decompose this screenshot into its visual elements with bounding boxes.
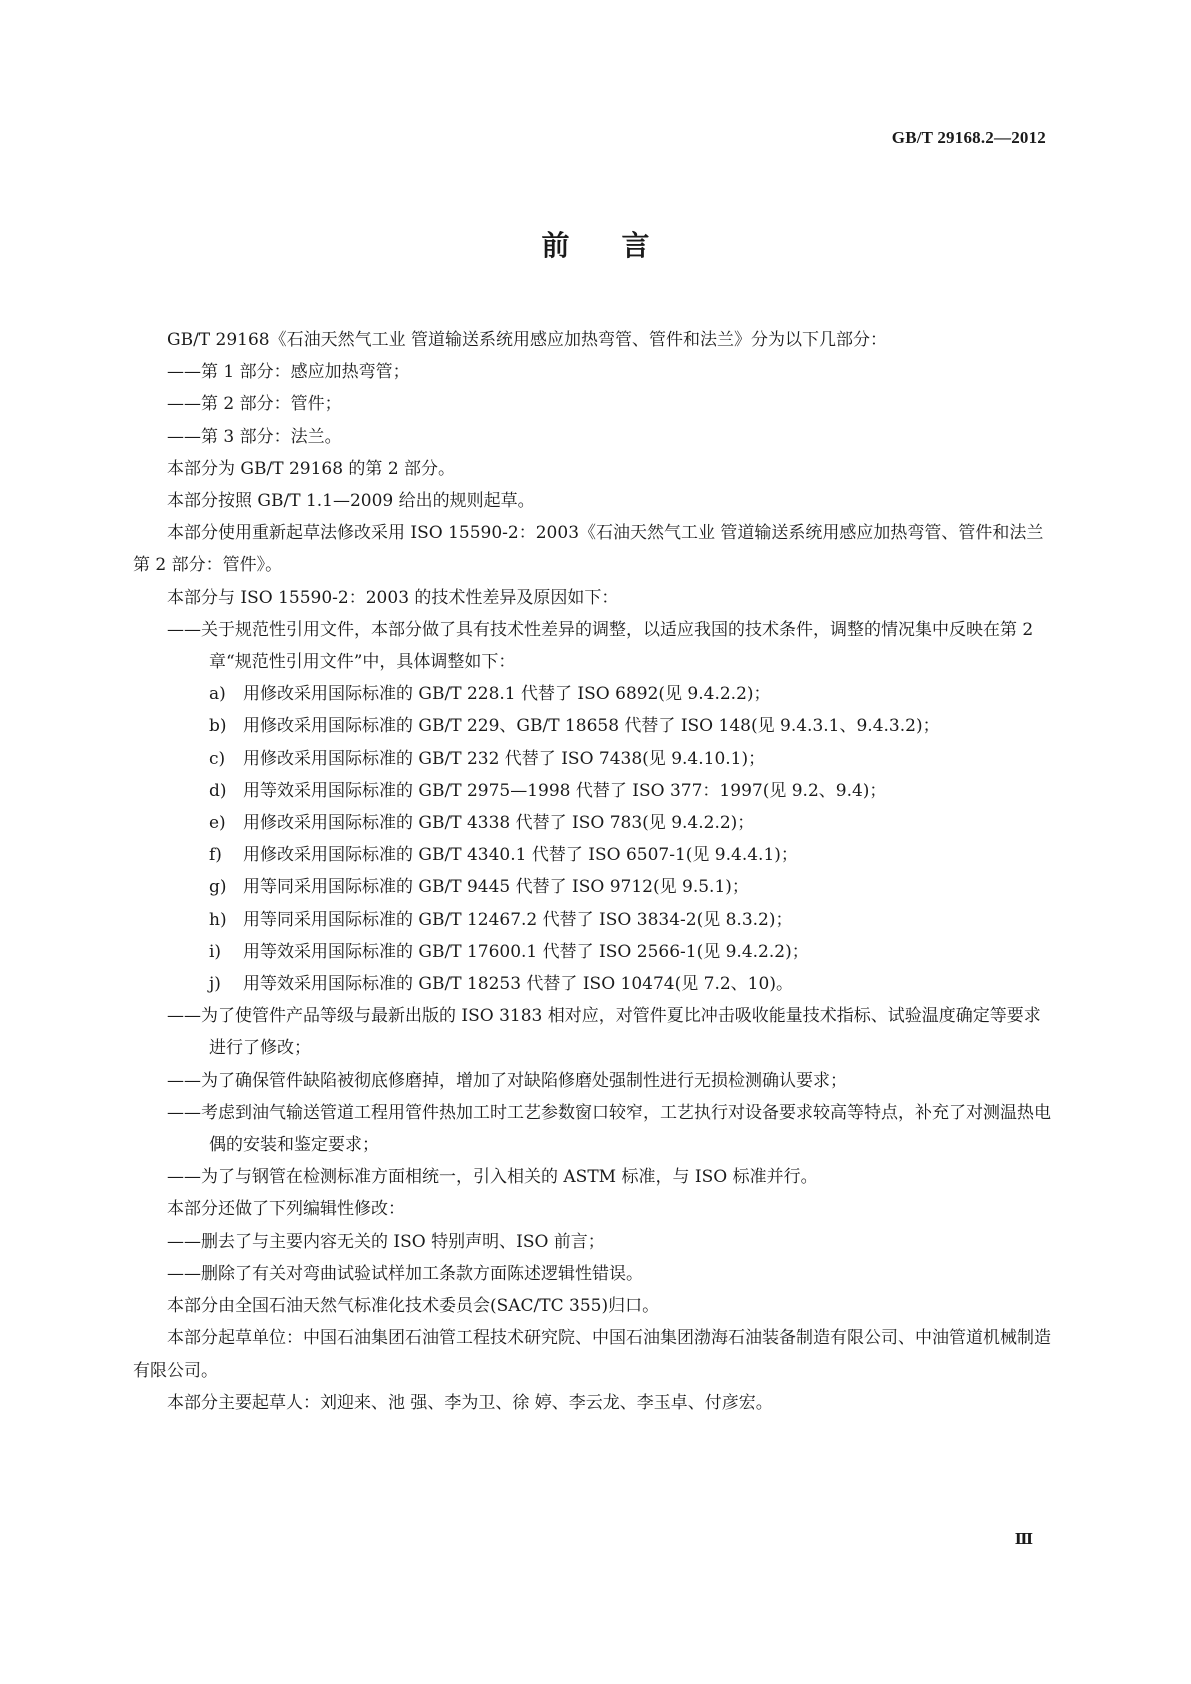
- paragraph-tech-diff-intro: 本部分与 ISO 15590-2：2003 的技术性差异及原因如下：: [167, 587, 619, 608]
- list-marker: j): [209, 974, 221, 995]
- list-item-text: 用等效采用国际标准的 GB/T 2975—1998 代替了 ISO 377：1997(见 9.2、9.4)；: [243, 780, 887, 801]
- list-item-text: 用修改采用国际标准的 GB/T 4340.1 代替了 ISO 6507-1(见 9.4.4.1)；: [243, 845, 798, 866]
- editorial-change-1: ——删去了与主要内容无关的 ISO 特别声明、ISO 前言；: [167, 1231, 605, 1252]
- page-title: 前言: [541, 229, 702, 262]
- list-item-text: 用修改采用国际标准的 GB/T 232 代替了 ISO 7438(见 9.4.10.1)；: [243, 748, 766, 769]
- editorial-change-2: ——删除了有关对弯曲试验试样加工条款方面陈述逻辑性错误。: [167, 1263, 643, 1284]
- list-item-part-2: ——第 2 部分：管件；: [167, 394, 342, 415]
- list-item-part-3: ——第 3 部分：法兰。: [167, 426, 342, 447]
- list-marker: d): [209, 780, 227, 801]
- list-marker: f): [209, 845, 222, 866]
- paragraph-editorial-intro: 本部分还做了下列编辑性修改：: [167, 1199, 405, 1220]
- list-item-text: 用等同采用国际标准的 GB/T 9445 代替了 ISO 9712(见 9.5.1)；: [243, 877, 749, 898]
- list-item-text: 用等效采用国际标准的 GB/T 18253 代替了 ISO 10474(见 7.2、10)。: [243, 974, 793, 995]
- list-item: [133, 775, 1053, 807]
- list-marker: a): [209, 684, 226, 705]
- standard-number: GB/T 29168.2—2012: [891, 128, 1046, 147]
- list-item: [133, 743, 1053, 775]
- list-item-text: 用等效采用国际标准的 GB/T 17600.1 代替了 ISO 2566-1(见 9.4.2.2)；: [243, 941, 809, 962]
- paragraph-drafting-rules: 本部分按照 GB/T 1.1—2009 给出的规则起草。: [167, 491, 535, 512]
- foreword-body: [133, 324, 1053, 1419]
- list-item-part-1: ——第 1 部分：感应加热弯管；: [167, 362, 410, 383]
- list-item-text: 用修改采用国际标准的 GB/T 229、GB/T 18658 代替了 ISO 148(见 9.4.3.1、9.4.3.2)；: [243, 716, 940, 737]
- list-item: [133, 839, 1053, 871]
- tech-diff-astm: ——为了与钢管在检测标准方面相统一，引入相关的 ASTM 标准，与 ISO 标准并行。: [167, 1167, 818, 1188]
- list-marker: g): [209, 877, 227, 898]
- list-item-text: 用修改采用国际标准的 GB/T 4338 代替了 ISO 783(见 9.4.2.2)；: [243, 813, 755, 834]
- list-marker: b): [209, 716, 227, 737]
- paragraph-adoption: 本部分使用重新起草法修改采用 ISO 15590-2：2003《石油天然气工业 管道输送系统用感应加热弯管、管件和法兰 第 2 部分：管件》。: [133, 523, 1044, 576]
- paragraph-drafting-units: 本部分起草单位：中国石油集团石油管工程技术研究院、中国石油集团渤海石油装备制造有限公司、中油管道机械制造有限公司。: [133, 1328, 1051, 1381]
- paragraph-part-statement: 本部分为 GB/T 29168 的第 2 部分。: [167, 458, 456, 479]
- list-item-text: 用等同采用国际标准的 GB/T 12467.2 代替了 ISO 3834-2(见 8.3.2)；: [243, 909, 793, 930]
- tech-diff-charpy: ——为了使管件产品等级与最新出版的 ISO 3183 相对应，对管件夏比冲击吸收能量技术指标、试验温度确定等要求进行了修改；: [167, 1006, 1041, 1059]
- list-marker: c): [209, 748, 226, 769]
- paragraph-drafters: 本部分主要起草人：刘迎来、池 强、李为卫、徐 婷、李云龙、李玉卓、付彦宏。: [167, 1392, 773, 1413]
- paragraph-parts-intro: GB/T 29168《石油天然气工业 管道输送系统用感应加热弯管、管件和法兰》分为以下几部分：: [167, 330, 888, 350]
- paragraph-committee: 本部分由全国石油天然气标准化技术委员会(SAC/TC 355)归口。: [167, 1296, 660, 1317]
- list-item: [133, 871, 1053, 903]
- list-item-text: 用修改采用国际标准的 GB/T 228.1 代替了 ISO 6892(见 9.4.2.2)；: [243, 684, 771, 705]
- list-item: [133, 904, 1053, 936]
- list-item: [133, 678, 1053, 710]
- tech-diff-normative-refs: ——关于规范性引用文件，本部分做了具有技术性差异的调整，以适应我国的技术条件，调整的情况集中反映在第 2 章“规范性引用文件”中，具体调整如下：: [167, 619, 1034, 673]
- list-item: [133, 710, 1053, 742]
- page-number: Ⅲ: [1014, 1532, 1033, 1548]
- list-marker: i): [209, 941, 222, 962]
- tech-diff-defect-grinding: ——为了确保管件缺陷被彻底修磨掉，增加了对缺陷修磨处强制性进行无损检测确认要求；: [167, 1070, 847, 1091]
- list-item: [133, 968, 1053, 1000]
- list-item: [133, 936, 1053, 968]
- list-item: [133, 807, 1053, 839]
- list-marker: h): [209, 909, 227, 930]
- tech-diff-thermocouple: ——考虑到油气输送管道工程用管件热加工时工艺参数窗口较窄，工艺执行对设备要求较高等特点，补充了对测温热电偶的安装和鉴定要求；: [167, 1102, 1051, 1156]
- list-marker: e): [209, 813, 226, 834]
